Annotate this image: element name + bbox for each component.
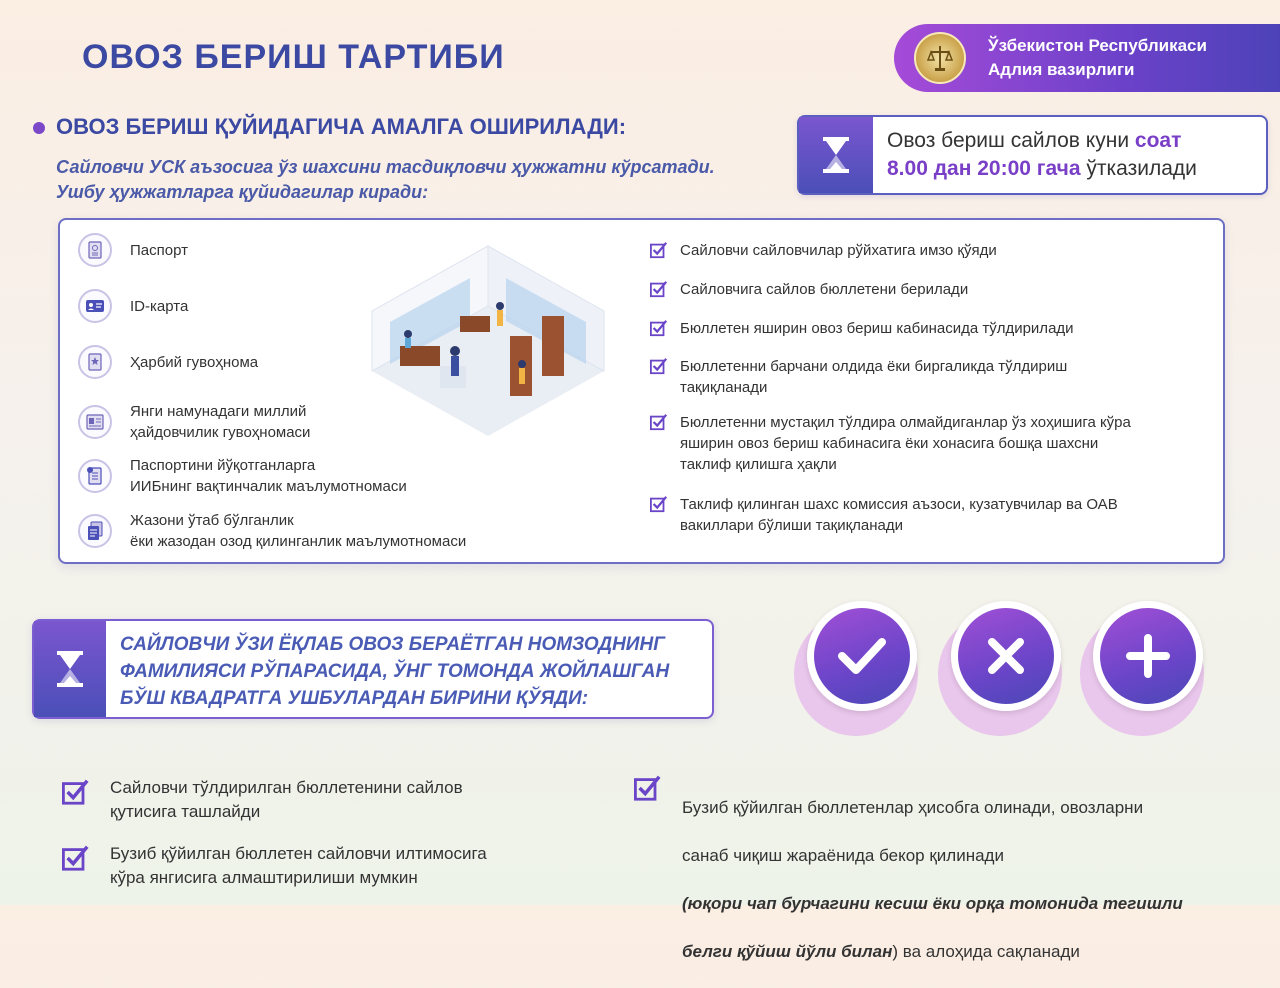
document-label: Ҳарбий гувоҳнома: [130, 353, 259, 371]
bottom-left-item: [62, 776, 463, 824]
time-suffix: ўтказилади: [1080, 157, 1197, 180]
invalid-italic-line-1: (юқори чап бурчагини кесиш ёки орқа томонида тегишли: [682, 894, 1183, 913]
ministry-badge: [894, 24, 1280, 92]
step-label: Бюллетенни барчани олдида ёки биргаликда тўлдириш тақиқланади: [680, 358, 1068, 396]
time-highlight-1: соат: [1134, 129, 1182, 152]
subtitle-line-2: Ушбу ҳужжатларга қуйидагилар киради:: [56, 182, 429, 202]
invalid-suffix: ) ва алоҳида сақланади: [892, 942, 1080, 961]
time-highlight-2: 8.00 дан 20:00 гача: [887, 157, 1081, 180]
section-bullet-icon: [33, 122, 45, 134]
certificate-icon: [78, 459, 112, 493]
ministry-line-2: Адлия вазирлиги: [988, 60, 1135, 79]
checkbox-tick-icon: [650, 319, 668, 337]
step-item: [650, 412, 1131, 475]
plus-icon: [1093, 601, 1203, 711]
section-heading: ОВОЗ БЕРИШ ҚУЙИДАГИЧА АМАЛГА ОШИРИЛАДИ:: [56, 114, 627, 139]
id-card-icon: [78, 289, 112, 323]
step-label: Таклиф қилинган шахс комиссия аъзоси, кузатувчилар ва ОАВ вакиллари бўлиши тақиқланади: [680, 496, 1118, 534]
step-item: [650, 318, 1074, 339]
invalid-line-2: санаб чиқиш жараёнида бекор қилинади: [682, 846, 1004, 865]
checkbox-tick-icon: [650, 241, 668, 259]
instruction-text: [106, 621, 712, 717]
bottom-left-item: [62, 842, 487, 890]
instruction-line-1: САЙЛОВЧИ ЎЗИ ЁҚЛАБ ОВОЗ БЕРАЁТГАН НОМЗОДНИНГ: [120, 634, 665, 655]
voting-time-box: [797, 115, 1268, 195]
checkbox-tick-icon: [62, 844, 90, 872]
document-item: [78, 455, 407, 497]
step-item: [650, 494, 1118, 536]
checkbox-tick-icon: [62, 778, 90, 806]
checkbox-tick-icon: [634, 774, 662, 802]
voting-time-text: [873, 117, 1266, 193]
document-item: [78, 289, 188, 323]
document-item: [78, 510, 466, 552]
instruction-line-2: ФАМИЛИЯСИ РЎПАРАСИДА, ЎНГ ТОМОНДА ЖОЙЛАШГАН: [120, 661, 670, 682]
document-item: [78, 233, 188, 267]
step-item: [650, 279, 968, 300]
invalid-italic-line-2: белги қўйиш йўли билан: [682, 942, 893, 961]
checkmark-icon: [807, 601, 917, 711]
passport-icon: [78, 233, 112, 267]
ministry-emblem-icon: [914, 32, 966, 84]
driver-license-icon: [78, 405, 112, 439]
document-icon: [78, 514, 112, 548]
bottom-right-label: [682, 772, 1183, 988]
page-title: ОВОЗ БЕРИШ ТАРТИБИ: [82, 38, 505, 76]
document-label: Жазони ўтаб бўлганлик ёки жазодан озод қилинганлик маълумотномаси: [130, 512, 467, 550]
step-label: Бюллетен яширин овоз бериш кабинасида тўлдирилади: [680, 320, 1074, 337]
document-label: Янги намунадаги миллий ҳайдовчилик гувоҳномаси: [130, 403, 311, 441]
step-label: Бюллетенни мустақил тўлдира олмайдиганлар ўз хоҳишига кўра яширин овоз бериш кабинасига ёки хонасига бошқа шахсни таклиф қилишга ҳақли: [680, 414, 1131, 473]
ministry-line-1: Ўзбекистон Республикаси: [988, 36, 1207, 55]
military-id-icon: [78, 345, 112, 379]
step-label: Сайловчига сайлов бюллетени берилади: [680, 281, 969, 298]
document-item: [78, 401, 310, 443]
subtitle-line-1: Сайловчи УСК аъзосига ўз шахсини тасдиқловчи ҳужжатни кўрсатади.: [56, 157, 715, 177]
instruction-line-3: БЎШ КВАДРАТГА УШБУЛАРДАН БИРИНИ ҚЎЯДИ:: [120, 688, 589, 709]
polling-station-illustration: [370, 236, 606, 446]
marking-instruction-box: [32, 619, 714, 719]
bottom-right-item: [634, 772, 1183, 988]
bottom-left-label: Сайловчи тўлдирилган бюллетенини сайлов қутисига ташлайди: [110, 778, 463, 821]
cross-icon: [951, 601, 1061, 711]
section-subtitle: [56, 155, 715, 205]
bottom-left-label: Бузиб қўйилган бюллетен сайловчи илтимосига кўра янгисига алмаштирилиши мумкин: [110, 844, 487, 887]
checkbox-tick-icon: [650, 495, 668, 513]
document-label: Паспортини йўқотганларга ИИБнинг вақтинчалик маълумотномаси: [130, 457, 407, 495]
document-label: Паспорт: [130, 241, 188, 259]
checkbox-tick-icon: [650, 280, 668, 298]
step-label: Сайловчи сайловчилар рўйхатига имзо қўяди: [680, 242, 997, 259]
ministry-name: [988, 34, 1207, 82]
time-prefix: Овоз бериш сайлов куни: [887, 129, 1135, 152]
step-item: [650, 356, 1067, 398]
checkbox-tick-icon: [650, 413, 668, 431]
invalid-line-1: Бузиб қўйилган бюллетенлар ҳисобга олинади, овозларни: [682, 798, 1144, 817]
step-item: [650, 240, 997, 261]
hourglass-icon: [34, 621, 106, 717]
document-item: [78, 345, 258, 379]
document-label: ID-карта: [130, 297, 189, 315]
checkbox-tick-icon: [650, 357, 668, 375]
hourglass-icon: [799, 117, 873, 193]
